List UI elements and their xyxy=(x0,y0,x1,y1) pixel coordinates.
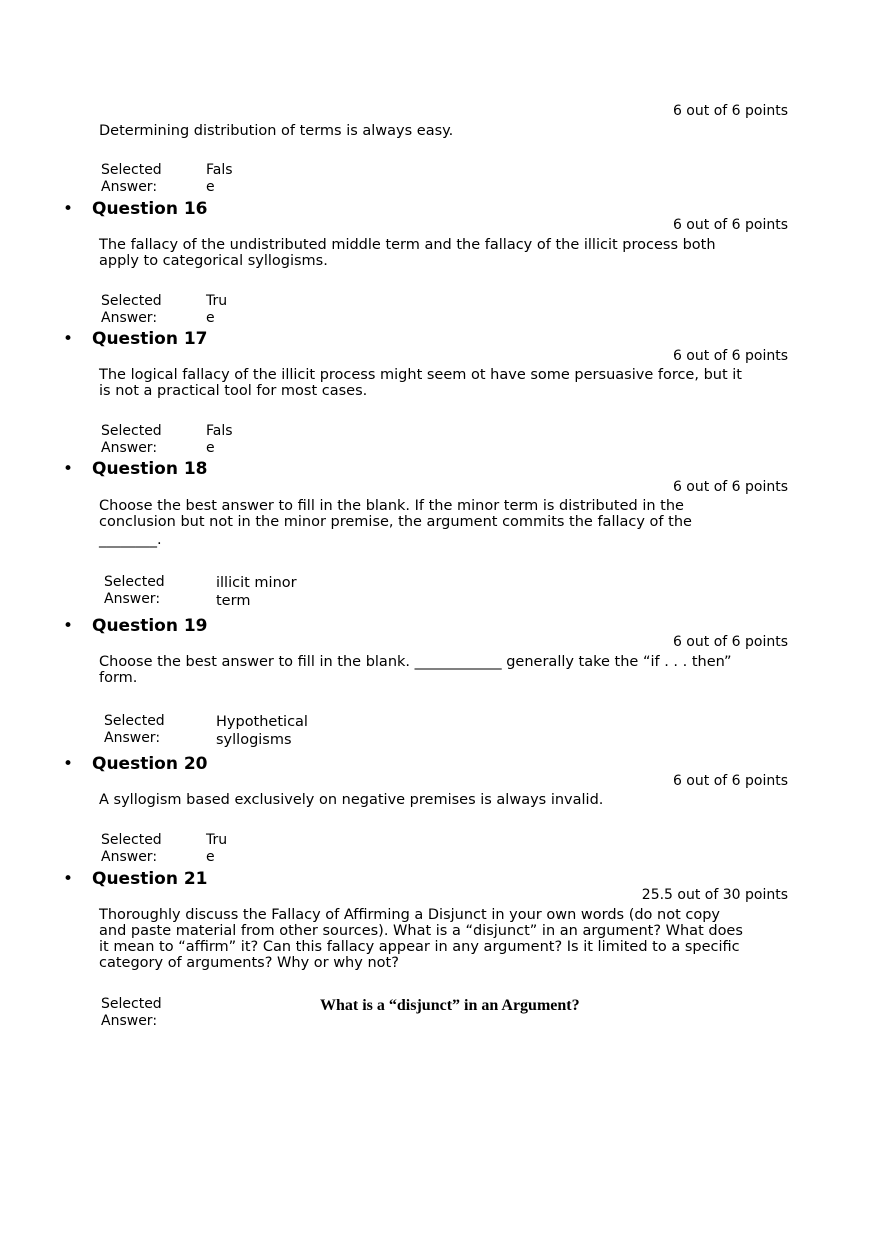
q21-answer-heading: What is a “disjunct” in an Argument? xyxy=(320,997,580,1014)
q17-selected-answer: Fals e xyxy=(206,423,233,456)
q16-points: 6 out of 6 points xyxy=(672,217,788,233)
q17-selected-label: Selected Answer: xyxy=(101,423,162,456)
q17-title: Question 17 xyxy=(92,329,208,349)
q20-title: Question 20 xyxy=(92,754,208,774)
q17-question-text: The logical fallacy of the illicit process might seem ot have some persuasive force, but it is not a practical tool for most cases. xyxy=(99,367,742,399)
q20-selected-answer: Tru e xyxy=(206,832,228,865)
q16-bullet: • xyxy=(63,199,74,219)
q21-title: Question 21 xyxy=(92,869,208,889)
q15-selected-label: Selected Answer: xyxy=(101,162,162,195)
q15-selected-answer: Fals e xyxy=(206,162,233,195)
q20-selected-label: Selected Answer: xyxy=(101,832,162,865)
q19-points: 6 out of 6 points xyxy=(672,634,788,650)
q19-title: Question 19 xyxy=(92,616,208,636)
q20-points: 6 out of 6 points xyxy=(672,773,788,789)
q16-title: Question 16 xyxy=(92,199,208,219)
q20-question-text: A syllogism based exclusively on negative premises is always invalid. xyxy=(99,792,604,808)
q20-bullet: • xyxy=(63,754,74,774)
q15-points: 6 out of 6 points xyxy=(672,103,788,119)
q19-bullet: • xyxy=(63,616,74,636)
q15-question-text: Determining distribution of terms is always easy. xyxy=(99,123,454,139)
q19-selected-answer: Hypothetical syllogisms xyxy=(216,714,308,748)
q16-question-text: The fallacy of the undistributed middle term and the fallacy of the illicit process both apply to categorical syllogisms. xyxy=(99,237,716,269)
q18-selected-answer: illicit minor term xyxy=(216,575,297,609)
q18-points: 6 out of 6 points xyxy=(672,479,788,495)
q21-points: 25.5 out of 30 points xyxy=(641,887,788,903)
q17-points: 6 out of 6 points xyxy=(672,348,788,364)
q18-question-text: Choose the best answer to fill in the blank. If the minor term is distributed in the conclusion but not in the minor premise, the argument commits the fallacy of the ________. xyxy=(99,498,692,548)
q19-question-text: Choose the best answer to fill in the blank. ____________ generally take the “if . . . then” form. xyxy=(99,654,732,686)
q17-bullet: • xyxy=(63,329,74,349)
q21-question-text: Thoroughly discuss the Fallacy of Afﬁrming a Disjunct in your own words (do not copy and paste material from other sources). What is a “disjunct” in an argument? What does it mean to “afﬁrm” it? Can this fallacy appear in any argument? Is it limited to a specific category of arguments? Why or why not? xyxy=(99,907,743,971)
q21-selected-label: Selected Answer: xyxy=(101,996,162,1029)
q16-selected-label: Selected Answer: xyxy=(101,293,162,326)
q19-selected-label: Selected Answer: xyxy=(104,713,165,746)
q21-bullet: • xyxy=(63,869,74,889)
q18-bullet: • xyxy=(63,459,74,479)
q18-title: Question 18 xyxy=(92,459,208,479)
q16-selected-answer: Tru e xyxy=(206,293,228,326)
q18-selected-label: Selected Answer: xyxy=(104,574,165,607)
